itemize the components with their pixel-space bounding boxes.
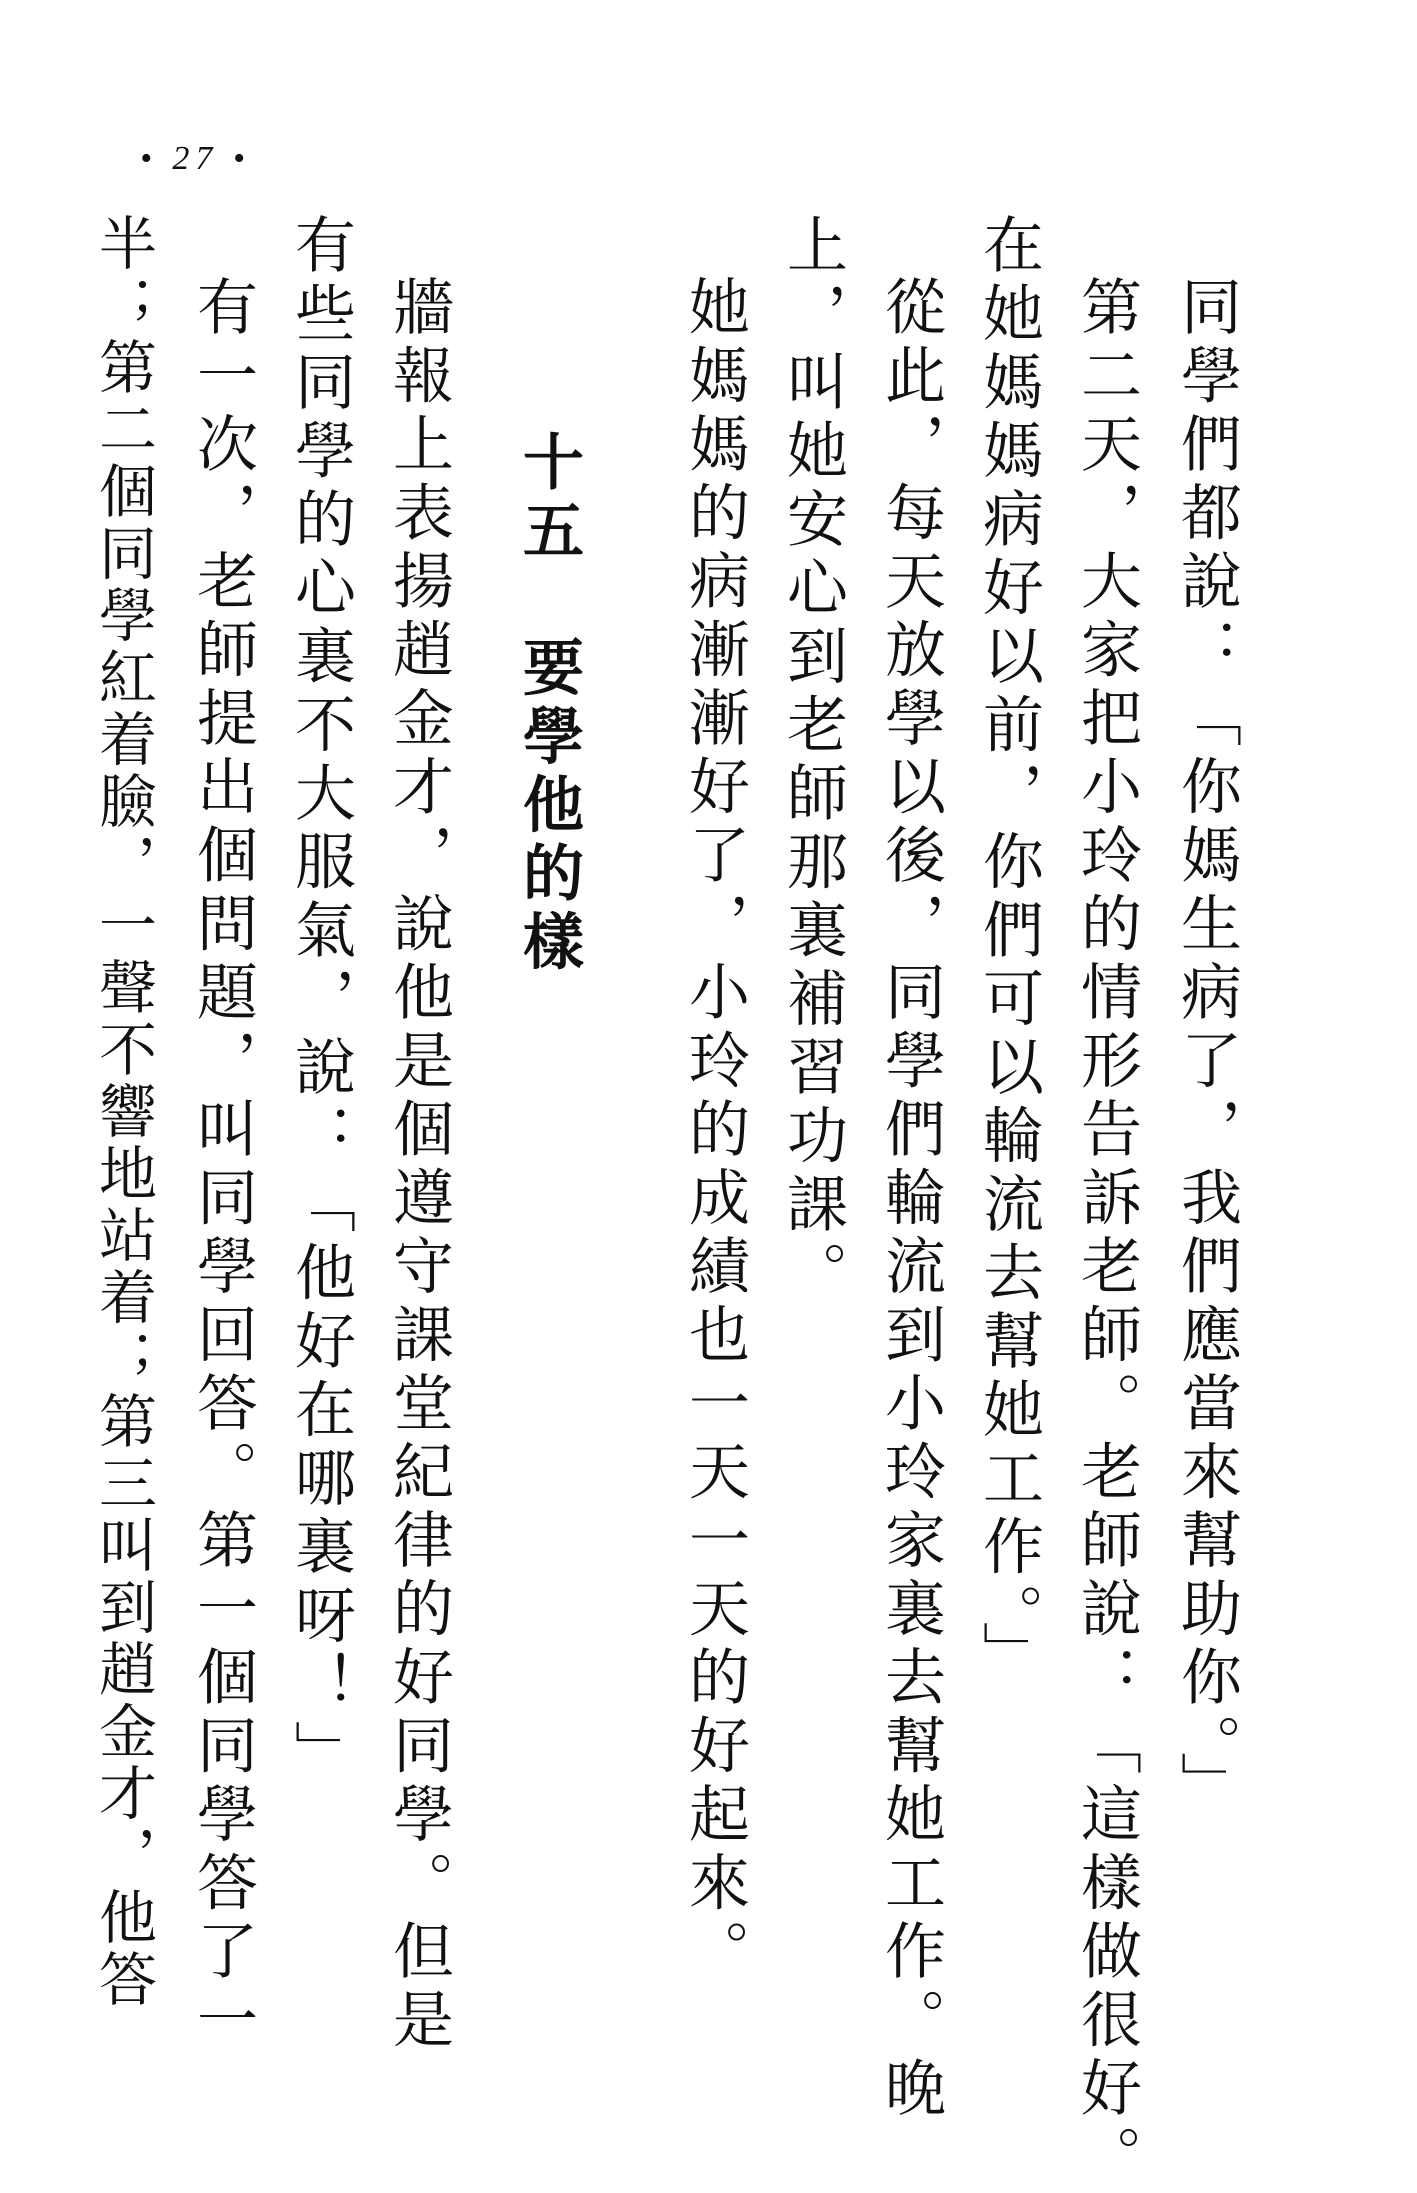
text-column-6: 她媽媽的病漸漸好了，小玲的成績也一天一天的好起來。	[679, 275, 750, 1988]
text-column-7: 牆報上表揚趙金才，說他是個遵守課堂紀律的好同學。但是	[383, 275, 454, 2056]
text-column-10: 半；第二個同學紅着臉，一聲不響地站着；第三叫到趙金才，他答	[89, 213, 157, 2011]
text-column-2: 第二天，大家把小玲的情形告訴老師。老師說：「這樣做很好。	[1071, 275, 1142, 2193]
page-number: • 27 •	[140, 140, 251, 177]
text-column-8: 有些同學的心裏不大服氣，說：「他好在哪裏呀！」	[285, 213, 356, 1789]
text-column-4: 從此，每天放學以後，同學們輪流到小玲家裏去幫她工作。晚	[875, 275, 946, 2125]
text-column-5: 上，叫她安心到老師那裏補習功課。	[777, 213, 848, 1309]
text-column-1: 同學們都說：「你媽生病了，我們應當來幫助你。」	[1171, 275, 1242, 1820]
section-heading: 十五 要學他的樣	[513, 430, 584, 978]
text-column-3: 在她媽媽病好以前，你們可以輪流去幫她工作。」	[973, 213, 1044, 1690]
text-column-9: 有一次，老師提出個問題，叫同學回答。第一個同學答了一	[187, 275, 258, 2056]
